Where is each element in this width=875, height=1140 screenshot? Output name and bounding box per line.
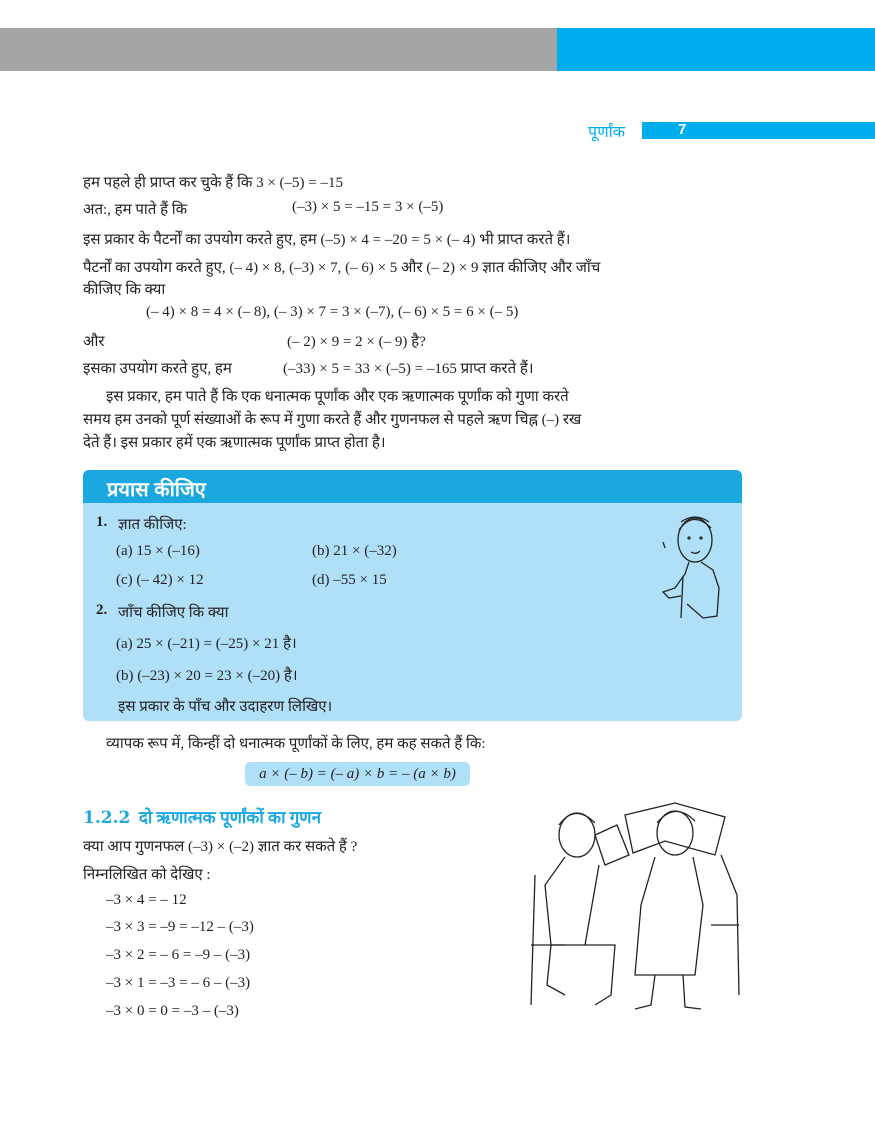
try-these-title: प्रयास कीजिए [107, 479, 206, 501]
intro-equation: (–3) × 5 = –15 = 3 × (–5) [292, 199, 444, 215]
page-number: 7 [678, 121, 687, 138]
general-statement: व्यापक रूप में, किन्हीं दो धनात्मक पूर्णांकों के लिए, हम कह सकते हैं कि: [106, 736, 486, 752]
intro-line: इस प्रकार के पैटर्नों का उपयोग करते हुए, हम (–5) × 4 = –20 = 5 × (– 4) भी प्राप्त करते हैं। [83, 232, 571, 248]
question-item: (a) 25 × (–21) = (–25) × 21 है। [116, 636, 297, 652]
question-item: (b) 21 × (–32) [312, 543, 397, 559]
paragraph-line: देते हैं। इस प्रकार हमें एक ऋणात्मक पूर्णांक प्राप्त होता है। [83, 435, 386, 451]
intro-line: और [83, 334, 105, 350]
question-text: ज्ञात कीजिए: [118, 517, 187, 533]
running-title: पूर्णांक [588, 124, 626, 141]
girl-illustration [653, 508, 733, 628]
equation-line: –3 × 4 = – 12 [106, 892, 187, 908]
question-item: (b) (–23) × 20 = 23 × (–20) है। [116, 668, 298, 684]
equation-line: –3 × 1 = –3 = – 6 – (–3) [106, 975, 251, 991]
paragraph-line: इस प्रकार, हम पाते हैं कि एक धनात्मक पूर्णांक और एक ऋणात्मक पूर्णांक को गुणा करते [106, 389, 569, 405]
section-title: दो ऋणात्मक पूर्णांकों का गुणन [138, 808, 322, 827]
intro-equation: (– 2) × 9 = 2 × (– 9) है? [287, 334, 426, 350]
section-number: 1.2.2 [83, 808, 131, 828]
children-reading-illustration [525, 795, 750, 1020]
intro-line: इसका उपयोग करते हुए, हम [83, 361, 232, 377]
intro-line: अत:, हम पाते हैं कि [83, 202, 188, 218]
header-bar-gray [0, 28, 557, 71]
question-number: 1. [96, 514, 108, 530]
equation-line: –3 × 2 = – 6 = –9 – (–3) [106, 947, 251, 963]
intro-equation: (–33) × 5 = 33 × (–5) = –165 प्राप्त करते हैं। [283, 361, 534, 377]
question-item: (d) –55 × 15 [312, 572, 387, 588]
instruction-text: इस प्रकार के पाँच और उदाहरण लिखिए। [118, 699, 333, 715]
question-item: (c) (– 42) × 12 [116, 572, 204, 588]
intro-line: कीजिए कि क्या [83, 282, 166, 298]
question-text: जाँच कीजिए कि क्या [118, 605, 229, 621]
paragraph-line: समय हम उनको पूर्ण संख्याओं के रूप में गुणा करते हैं और गुणनफल से पहले ऋण चिह्न (–) रख [83, 412, 582, 428]
section-question: क्या आप गुणनफल (–3) × (–2) ज्ञात कर सकते हैं ? [83, 839, 358, 855]
formula-box: a × (– b) = (– a) × b = – (a × b) [245, 762, 470, 786]
question-item: (a) 15 × (–16) [116, 543, 200, 559]
equation-line: –3 × 3 = –9 = –12 – (–3) [106, 919, 254, 935]
try-these-header [83, 470, 742, 503]
page-number-strip [642, 122, 875, 139]
try-these-box [83, 470, 742, 721]
header-bar-blue [557, 28, 875, 71]
intro-equation: (– 4) × 8 = 4 × (– 8), (– 3) × 7 = 3 × (–7), (– 6) × 5 = 6 × (– 5) [146, 304, 519, 320]
intro-line: पैटर्नों का उपयोग करते हुए, (– 4) × 8, (–3) × 7, (– 6) × 5 और (– 2) × 9 ज्ञात कीजिए और जाँच [83, 260, 601, 276]
section-observe: निम्नलिखित को देखिए : [83, 867, 211, 883]
intro-line: हम पहले ही प्राप्त कर चुके हैं कि 3 × (–5) = –15 [83, 175, 344, 191]
equation-line: –3 × 0 = 0 = –3 – (–3) [106, 1003, 239, 1019]
question-number: 2. [96, 602, 108, 618]
section-heading [83, 805, 321, 828]
